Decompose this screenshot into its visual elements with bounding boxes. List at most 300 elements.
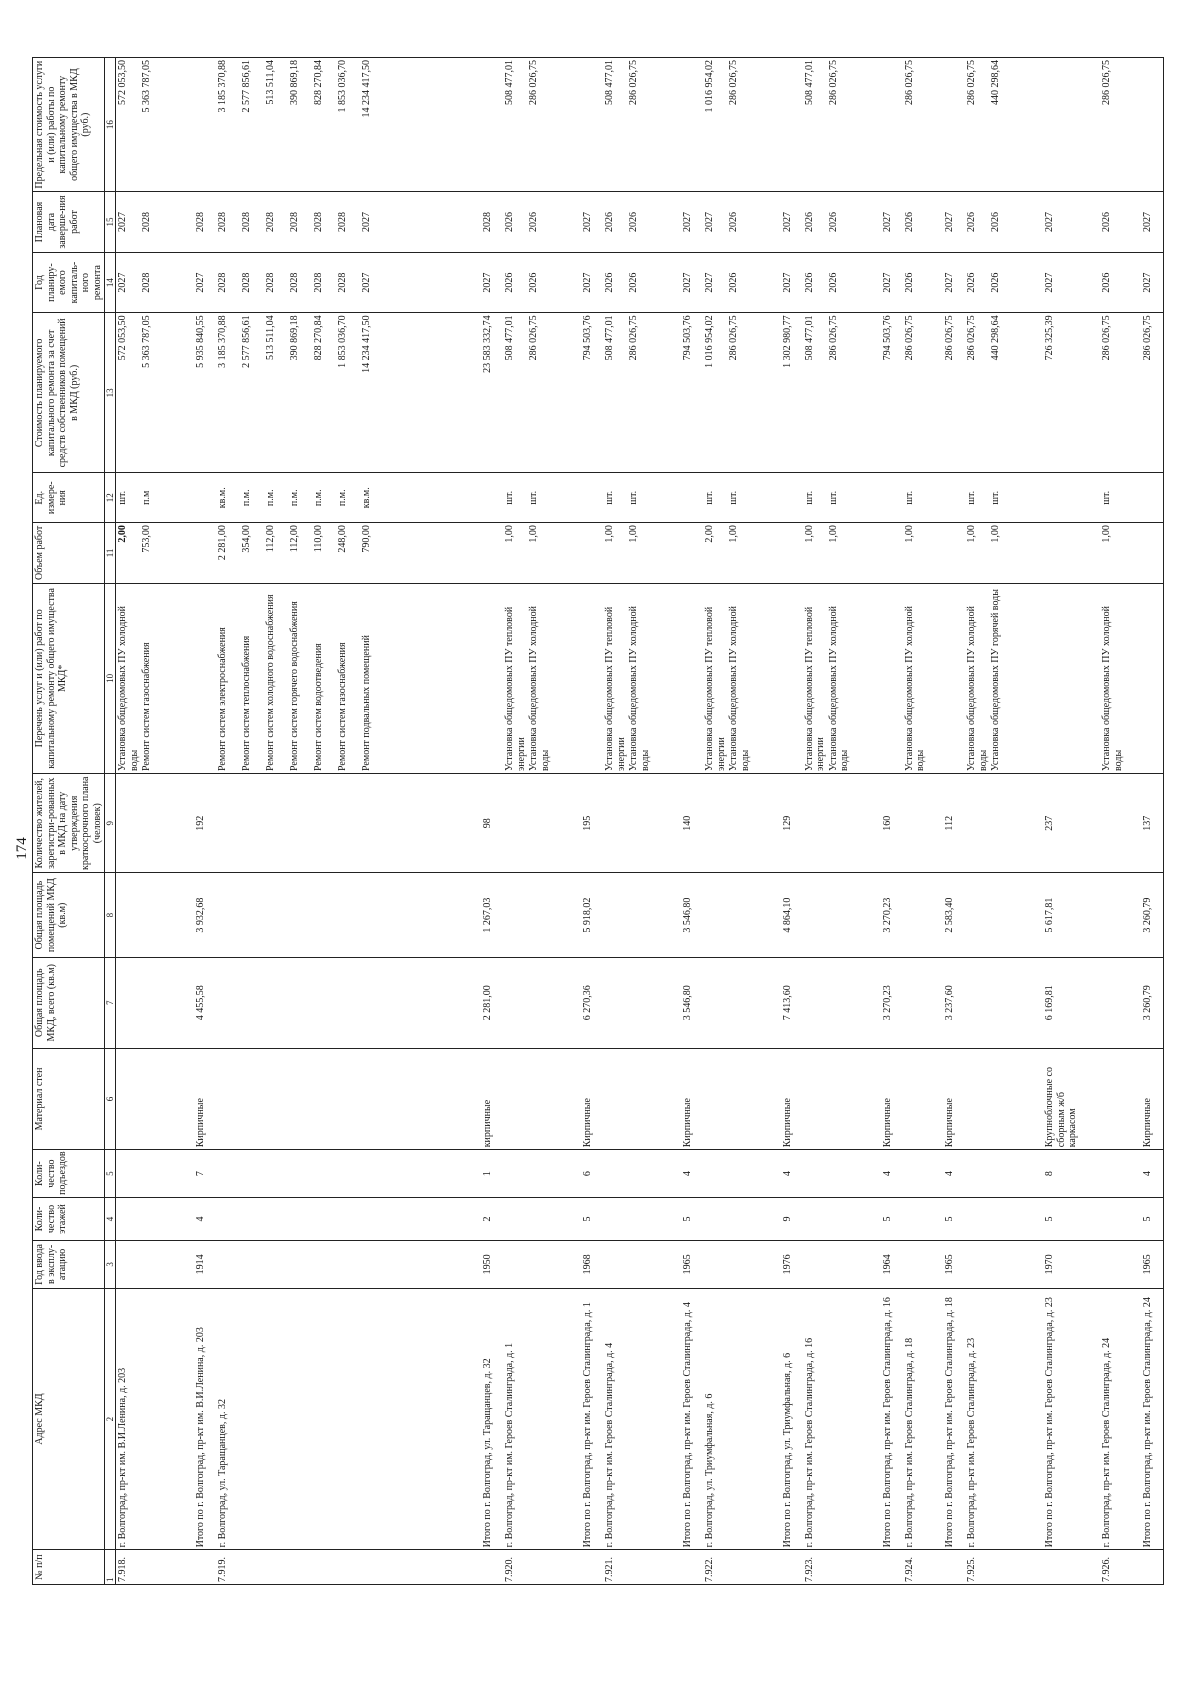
limit-cost-value-cell (1043, 58, 1100, 192)
repair-year-value: 2027 (582, 272, 594, 293)
repair-year-value-cell (681, 252, 703, 313)
total-row (581, 58, 603, 1585)
premises-area-cell (1100, 873, 1141, 957)
work-item: Ремонт подвальных помещений (361, 635, 373, 771)
limit-cost-value-cell (581, 58, 603, 192)
completion-date-value: 2026 (827, 212, 839, 233)
repair-year-value: 2026 (903, 272, 915, 293)
unit-value-cell (803, 473, 881, 523)
work-item: Установка общедомовых ПУ холодной воды (966, 605, 989, 771)
residents-cell: 160 (881, 774, 903, 873)
residents-cell: 98 (481, 774, 503, 873)
cost-value: 5 363 787,05 (141, 315, 152, 368)
repair-year-value: 2026 (803, 272, 815, 293)
completion-date-value-cell (781, 192, 803, 253)
column-number: 12 (105, 473, 116, 523)
repair-year-value: 2027 (704, 272, 716, 293)
premises-area-cell (803, 873, 881, 957)
volume-value: 753,00 (141, 525, 152, 553)
table-row (965, 58, 1043, 1585)
limit-cost-value: 286 026,75 (528, 60, 540, 105)
completion-date-value-cell (881, 192, 903, 253)
unit-value-cell (503, 473, 581, 523)
cost-value: 508 477,01 (604, 315, 616, 361)
completion-date-value: 2026 (604, 212, 616, 233)
completion-date-value: 2027 (682, 212, 694, 233)
premises-area-cell: 5 918,02 (581, 873, 603, 957)
volume-value-cell (1100, 523, 1141, 584)
unit-value: шт. (704, 490, 716, 505)
completion-date-value: 2028 (195, 212, 207, 233)
page-number: 174 (14, 837, 30, 860)
wall-material-cell (903, 1048, 944, 1150)
unit-value: шт. (728, 490, 740, 505)
address-cell: г. Волгоград, пр-кт им. В.И.Ленина, д. 203 (116, 1288, 195, 1550)
cost-value: 3 185 370,88 (217, 315, 229, 368)
cost-value-cell (503, 313, 581, 473)
repair-year-value-cell (1100, 252, 1141, 313)
cost-value: 828 270,84 (313, 315, 325, 361)
work-item: Установка общедомовых ПУ тепловой энергии (803, 606, 827, 771)
premises-area-cell (503, 873, 581, 957)
volume-value-cell (703, 523, 781, 584)
cost-value: 286 026,75 (728, 315, 740, 361)
work-item: Ремонт систем горячего водоснабжения (289, 601, 301, 771)
premises-area-cell: 3 260,79 (1141, 873, 1164, 957)
capital-repair-table (32, 57, 1164, 1585)
unit-value: п.м. (289, 489, 301, 507)
work-item-cell (194, 583, 216, 773)
floors-cell: 2 (481, 1197, 503, 1240)
completion-date-value-cell (903, 192, 944, 253)
entrances-cell: 4 (1141, 1150, 1164, 1198)
address-cell: Итого по г. Волгоград, пр-кт им. Героев Сталинграда, д. 16 (881, 1288, 903, 1550)
total-area-cell: 6 270,36 (581, 957, 603, 1048)
cost-value: 286 026,75 (966, 315, 978, 361)
wall-material-cell: Кирпичные (943, 1048, 965, 1150)
repair-year-value: 2027 (482, 272, 494, 293)
year-built-cell (216, 1241, 481, 1289)
completion-date-value-cell (703, 192, 781, 253)
total-row (1043, 58, 1100, 1585)
year-built-cell: 1950 (481, 1241, 503, 1289)
table-row (903, 58, 944, 1585)
row-number: 7.924. (903, 1550, 944, 1585)
cost-value: 794 503,76 (881, 315, 893, 361)
repair-year-value-cell (965, 252, 1043, 313)
year-built-cell (1100, 1241, 1141, 1289)
cost-value: 1 016 954,02 (704, 315, 716, 368)
cost-value: 440 298,64 (990, 315, 1002, 361)
volume-value: 1,00 (827, 525, 839, 543)
completion-date-value: 2027 (944, 212, 956, 233)
repair-year-value-cell (481, 252, 503, 313)
work-item-cell (1043, 583, 1100, 773)
residents-cell: 137 (1141, 774, 1164, 873)
cost-value-cell (703, 313, 781, 473)
floors-cell (603, 1197, 681, 1240)
repair-year-value-cell (194, 252, 216, 313)
completion-date-value: 2028 (337, 212, 349, 233)
limit-cost-value: 3 185 370,88 (217, 60, 229, 113)
header-total-area: Общая площадь МКД, всего (кв.м) (33, 957, 105, 1048)
cost-value: 508 477,01 (803, 315, 815, 361)
total-area-cell: 3 260,79 (1141, 957, 1164, 1048)
cost-value-cell (881, 313, 903, 473)
repair-year-value: 2027 (782, 272, 794, 293)
total-area-cell (965, 957, 1043, 1048)
cost-value: 286 026,75 (1101, 315, 1113, 361)
cost-value: 286 026,75 (903, 315, 915, 361)
total-area-cell: 6 169,81 (1043, 957, 1100, 1048)
work-item-cell (1141, 583, 1164, 773)
repair-year-value: 2026 (528, 272, 540, 293)
column-number: 16 (105, 58, 116, 192)
repair-year-value: 2026 (966, 272, 978, 293)
limit-cost-value-cell (116, 58, 195, 192)
address-cell: г. Волгоград, пр-кт им. Героев Сталинграда, д. 24 (1100, 1288, 1141, 1550)
total-area-cell (116, 957, 195, 1048)
volume-value: 1,00 (504, 525, 516, 543)
premises-area-cell (116, 873, 195, 957)
header-repair-year: Год планиру-емого капиталь-ного ремонта (33, 252, 105, 313)
floors-cell: 5 (581, 1197, 603, 1240)
work-item-cell (703, 583, 781, 773)
unit-value: шт. (528, 490, 540, 505)
limit-cost-value: 1 853 036,70 (337, 60, 349, 113)
completion-date-value-cell (581, 192, 603, 253)
unit-value: шт. (504, 490, 516, 505)
limit-cost-value: 5 363 787,05 (141, 60, 152, 113)
repair-year-value: 2027 (682, 272, 694, 293)
limit-cost-value: 1 016 954,02 (704, 60, 716, 113)
limit-cost-value: 286 026,75 (1101, 60, 1113, 105)
work-item: Установка общедомовых ПУ горячей воды (990, 589, 1002, 771)
residents-cell (965, 774, 1043, 873)
address-cell: г. Волгоград, пр-кт им. Героев Сталинграда, д. 16 (803, 1288, 881, 1550)
volume-value-cell (481, 523, 503, 584)
column-number: 6 (105, 1048, 116, 1150)
row-number (194, 1550, 216, 1585)
year-built-cell (903, 1241, 944, 1289)
volume-value: 1,00 (728, 525, 740, 543)
repair-year-value-cell (503, 252, 581, 313)
wall-material-cell: Кирпичные (681, 1048, 703, 1150)
premises-area-cell: 1 267,03 (481, 873, 503, 957)
floors-cell: 9 (781, 1197, 803, 1240)
cost-value-cell (965, 313, 1043, 473)
work-item: Ремонт систем водоотведения (313, 643, 325, 771)
limit-cost-value-cell (943, 58, 965, 192)
completion-date-value-cell (603, 192, 681, 253)
work-item: Установка общедомовых ПУ тепловой энергии (504, 606, 527, 771)
header-wall-material: Материал стен (33, 1048, 105, 1150)
row-number: 7.923. (803, 1550, 881, 1585)
work-item: Установка общедомовых ПУ холодной воды (903, 605, 927, 771)
repair-year-value: 2027 (881, 272, 893, 293)
repair-year-value: 2027 (944, 272, 956, 293)
residents-cell (1100, 774, 1141, 873)
repair-year-value: 2027 (361, 272, 373, 293)
completion-date-value: 2028 (217, 212, 229, 233)
column-number: 11 (105, 523, 116, 584)
address-cell: Итого по г. Волгоград, ул. Триумфальная, д. 6 (781, 1288, 803, 1550)
cost-value-cell (581, 313, 603, 473)
header-entrances: Коли-чество подъездов (33, 1150, 105, 1198)
completion-date-value: 2027 (704, 212, 716, 233)
completion-date-value: 2028 (241, 212, 253, 233)
limit-cost-value: 14 234 417,50 (361, 60, 373, 118)
floors-cell: 5 (1141, 1197, 1164, 1240)
volume-value-cell (1043, 523, 1100, 584)
limit-cost-value: 572 053,50 (117, 60, 128, 105)
volume-value-cell (216, 523, 481, 584)
completion-date-value: 2026 (1101, 212, 1113, 233)
repair-year-value-cell (1043, 252, 1100, 313)
table-row (1100, 58, 1141, 1585)
residents-cell (216, 774, 481, 873)
cost-value-cell (481, 313, 503, 473)
wall-material-cell (803, 1048, 881, 1150)
address-cell: г. Волгоград, пр-кт им. Героев Сталинграда, д. 1 (503, 1288, 581, 1550)
header-residents: Количество жителей, зарегистри-рованных в МКД на дату утверждения краткосрочного плана (человек) (33, 774, 105, 873)
volume-value-cell (194, 523, 216, 584)
year-built-cell: 1964 (881, 1241, 903, 1289)
total-area-cell: 4 455,58 (194, 957, 216, 1048)
floors-cell (803, 1197, 881, 1240)
table-row (803, 58, 881, 1585)
wall-material-cell: Кирпичные (781, 1048, 803, 1150)
completion-date-value: 2028 (289, 212, 301, 233)
row-number: 7.920. (503, 1550, 581, 1585)
year-built-cell: 1965 (943, 1241, 965, 1289)
row-number (1141, 1550, 1164, 1585)
residents-cell (803, 774, 881, 873)
cost-value: 794 503,76 (582, 315, 594, 361)
work-item: Установка общедомовых ПУ холодной воды (1101, 605, 1124, 771)
volume-value-cell (503, 523, 581, 584)
floors-cell: 5 (881, 1197, 903, 1240)
address-cell: Итого по г. Волгоград, пр-кт им. Героев Сталинграда, д. 24 (1141, 1288, 1164, 1550)
limit-cost-value: 828 270,84 (313, 60, 325, 105)
limit-cost-value: 508 477,01 (803, 60, 815, 105)
work-item-cell (965, 583, 1043, 773)
year-built-cell: 1968 (581, 1241, 603, 1289)
unit-value: шт. (990, 490, 1002, 505)
table-row (703, 58, 781, 1585)
address-cell: Итого по г. Волгоград, пр-кт им. В.И.Ленина, д. 203 (194, 1288, 216, 1550)
row-number: 7.922. (703, 1550, 781, 1585)
cost-value-cell (681, 313, 703, 473)
cost-value: 794 503,76 (682, 315, 694, 361)
cost-value: 508 477,01 (504, 315, 516, 361)
limit-cost-value: 2 577 856,61 (241, 60, 253, 113)
limit-cost-value: 390 869,18 (289, 60, 301, 105)
cost-value: 2 577 856,61 (241, 315, 253, 368)
repair-year-value-cell (881, 252, 903, 313)
wall-material-cell (703, 1048, 781, 1150)
address-cell: г. Волгоград, пр-кт им. Героев Сталинграда, д. 18 (903, 1288, 944, 1550)
completion-date-value: 2026 (803, 212, 815, 233)
year-built-cell (503, 1241, 581, 1289)
work-item: Установка общедомовых ПУ тепловой энергии (604, 606, 627, 771)
work-item-cell (803, 583, 881, 773)
residents-cell: 140 (681, 774, 703, 873)
cost-value: 286 026,75 (944, 315, 956, 361)
limit-cost-value: 508 477,01 (504, 60, 516, 105)
row-number (881, 1550, 903, 1585)
repair-year-value: 2026 (990, 272, 1002, 293)
volume-value: 112,00 (265, 525, 277, 553)
wall-material-cell (603, 1048, 681, 1150)
limit-cost-value-cell (1141, 58, 1164, 192)
header-floors: Коли-чество этажей (33, 1197, 105, 1240)
repair-year-value: 2027 (1141, 272, 1153, 293)
limit-cost-value-cell (803, 58, 881, 192)
limit-cost-value-cell (903, 58, 944, 192)
cost-value-cell (1043, 313, 1100, 473)
completion-date-value-cell (1043, 192, 1100, 253)
unit-value: п.м. (337, 489, 349, 507)
unit-value-cell (216, 473, 481, 523)
limit-cost-value-cell (481, 58, 503, 192)
entrances-cell (603, 1150, 681, 1198)
address-cell: Итого по г. Волгоград, пр-кт им. Героев Сталинграда, д. 18 (943, 1288, 965, 1550)
residents-cell: 192 (194, 774, 216, 873)
year-built-cell (965, 1241, 1043, 1289)
entrances-cell (1100, 1150, 1141, 1198)
cost-value: 286 026,75 (1141, 315, 1153, 361)
cost-value-cell (903, 313, 944, 473)
work-item: Ремонт систем газоснабжения (337, 642, 349, 771)
repair-year-value-cell (1141, 252, 1164, 313)
premises-area-cell: 2 583,40 (943, 873, 965, 957)
entrances-cell (116, 1150, 195, 1198)
row-number (681, 1550, 703, 1585)
completion-date-value-cell (503, 192, 581, 253)
unit-value-cell (781, 473, 803, 523)
wall-material-cell: Кирпичные (194, 1048, 216, 1150)
unit-value: кв.м. (361, 487, 373, 509)
repair-year-value: 2027 (117, 272, 128, 293)
premises-area-cell: 3 932,68 (194, 873, 216, 957)
row-number (943, 1550, 965, 1585)
work-item: Ремонт систем электроснабжения (217, 627, 229, 771)
unit-value-cell (943, 473, 965, 523)
floors-cell (965, 1197, 1043, 1240)
residents-cell: 195 (581, 774, 603, 873)
completion-date-value: 2027 (361, 212, 373, 233)
column-number: 8 (105, 873, 116, 957)
repair-year-value: 2026 (604, 272, 616, 293)
entrances-cell (803, 1150, 881, 1198)
total-area-cell (216, 957, 481, 1048)
entrances-cell (703, 1150, 781, 1198)
total-area-cell (603, 957, 681, 1048)
completion-date-value: 2027 (1044, 212, 1056, 233)
volume-value: 1,00 (803, 525, 815, 543)
unit-value: шт. (803, 490, 815, 505)
residents-cell (603, 774, 681, 873)
volume-value-cell (581, 523, 603, 584)
unit-value: п.м (141, 490, 152, 505)
limit-cost-value-cell (1100, 58, 1141, 192)
repair-year-value: 2028 (289, 272, 301, 293)
address-cell: Итого по г. Волгоград, пр-кт им. Героев Сталинграда, д. 4 (681, 1288, 703, 1550)
limit-cost-value: 286 026,75 (728, 60, 740, 105)
completion-date-value: 2028 (313, 212, 325, 233)
work-item-cell (681, 583, 703, 773)
total-row (1141, 58, 1164, 1585)
header-completion-date: Плановая дата заверше-ния работ (33, 192, 105, 253)
cost-value-cell (1100, 313, 1141, 473)
unit-value-cell (903, 473, 944, 523)
repair-year-value: 2026 (728, 272, 740, 293)
unit-value-cell (881, 473, 903, 523)
unit-value-cell (194, 473, 216, 523)
year-built-cell: 1976 (781, 1241, 803, 1289)
row-number (581, 1550, 603, 1585)
row-number (1043, 1550, 1100, 1585)
floors-cell (503, 1197, 581, 1240)
header-works: Перечень услуг и (или) работ по капитальному ремонту общего имущества МКД* (33, 583, 105, 773)
total-row (943, 58, 965, 1585)
work-item-cell (781, 583, 803, 773)
premises-area-cell (903, 873, 944, 957)
cost-value: 14 234 417,50 (361, 315, 373, 373)
cost-value: 286 026,75 (827, 315, 839, 361)
floors-cell (1100, 1197, 1141, 1240)
completion-date-value-cell (681, 192, 703, 253)
unit-value: шт. (966, 490, 978, 505)
limit-cost-value: 286 026,75 (966, 60, 978, 105)
unit-value-cell (116, 473, 195, 523)
total-area-cell: 2 281,00 (481, 957, 503, 1048)
premises-area-cell (703, 873, 781, 957)
repair-year-value-cell (703, 252, 781, 313)
wall-material-cell: кирпичные (481, 1048, 503, 1150)
floors-cell (216, 1197, 481, 1240)
repair-year-value-cell (603, 252, 681, 313)
table-row (216, 58, 481, 1585)
premises-area-cell (603, 873, 681, 957)
completion-date-value-cell (216, 192, 481, 253)
work-item: Ремонт систем газоснабжения (141, 642, 152, 771)
total-area-cell: 3 546,80 (681, 957, 703, 1048)
unit-value-cell (603, 473, 681, 523)
total-area-cell (903, 957, 944, 1048)
completion-date-value-cell (194, 192, 216, 253)
cost-value: 390 869,18 (289, 315, 301, 361)
completion-date-value: 2028 (482, 212, 494, 233)
unit-value: шт. (117, 490, 128, 505)
column-number: 13 (105, 313, 116, 473)
header-unit: Ед. измере-ния (33, 473, 105, 523)
limit-cost-value-cell (503, 58, 581, 192)
year-built-cell: 1970 (1043, 1241, 1100, 1289)
completion-date-value: 2026 (528, 212, 540, 233)
header-row (33, 58, 105, 1585)
work-item: Установка общедомовых ПУ холодной воды (628, 605, 651, 771)
residents-cell (903, 774, 944, 873)
table-row (116, 58, 195, 1585)
entrances-cell: 4 (943, 1150, 965, 1198)
column-number: 9 (105, 774, 116, 873)
volume-value: 110,00 (313, 525, 325, 553)
unit-value-cell (965, 473, 1043, 523)
header-cost: Стоимость планируемого капитального ремонта за счет средств собственников помещений в МКД (руб.) (33, 313, 105, 473)
limit-cost-value-cell (216, 58, 481, 192)
